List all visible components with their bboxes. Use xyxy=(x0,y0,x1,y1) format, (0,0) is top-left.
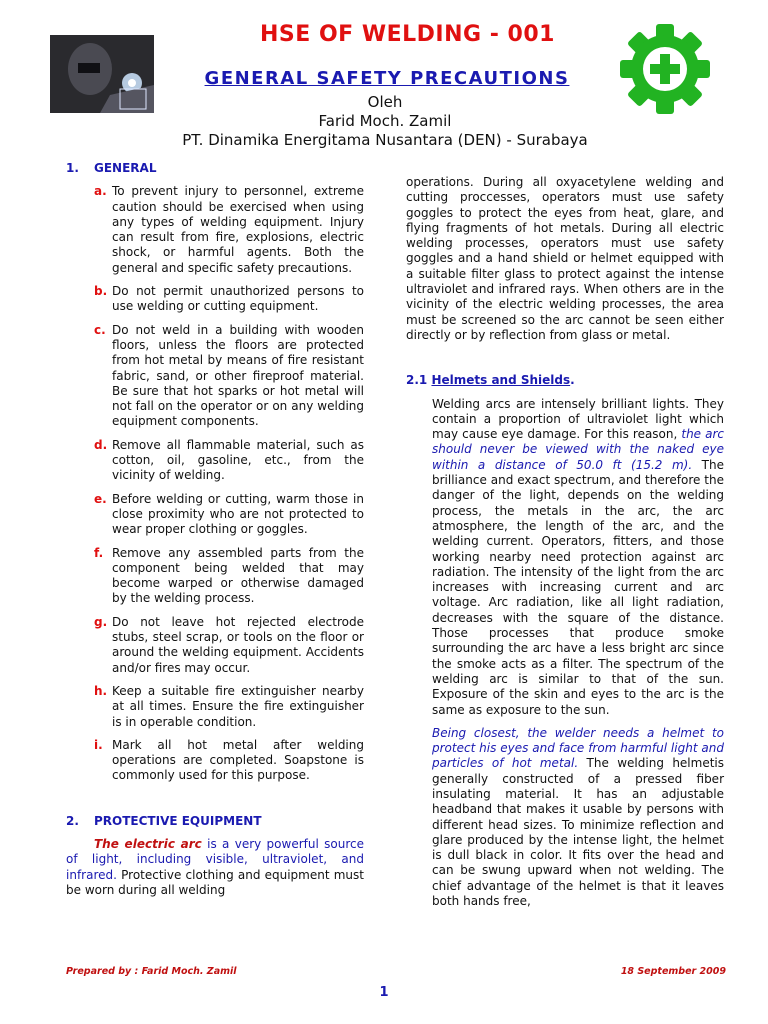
author-block xyxy=(100,93,670,150)
item-letter: d. xyxy=(94,437,108,452)
list-item xyxy=(66,284,364,315)
section-2-paragraph xyxy=(66,837,364,898)
section-2-heading xyxy=(66,814,364,829)
list-item xyxy=(66,323,364,430)
list-item xyxy=(66,438,364,484)
item-letter: c. xyxy=(94,322,106,337)
item-text: Remove all flammable material, such as cotton, oil, gasoline, etc., from the vicinity of welding. xyxy=(112,437,364,483)
subsection-title: Helmets and Shields xyxy=(431,373,571,388)
subsection-2-1-heading xyxy=(406,373,724,388)
item-text: Mark all hot metal after welding operations are completed. Soapstone is commonly used for this purpose. xyxy=(112,737,364,783)
document-subtitle: GENERAL SAFETY PRECAUTIONS xyxy=(204,68,570,89)
light-sources-phrase: is a very powerful source of light, including visible, ultraviolet, and infrared. xyxy=(66,836,364,882)
helmet-paragraph xyxy=(432,726,724,910)
document-title: HSE OF WELDING - 001 xyxy=(260,22,555,47)
section-2-number: 2. xyxy=(66,813,79,828)
company-name: PT. Dinamika Energitama Nusantara (DEN) - Surabaya xyxy=(182,131,588,149)
subsection-period: . xyxy=(570,373,575,388)
section-1-heading xyxy=(66,161,364,176)
item-text: Do not weld in a building with wooden floors, unless the floors are protected from hot metal by means of fire resistant fabric, sand, or other fireproof material. Be sure that hot sparks or hot metal will not fall on the operator or on any welding equipment components. xyxy=(112,322,364,429)
subsection-number: 2.1 xyxy=(406,373,428,388)
left-column xyxy=(66,161,364,898)
arc-light-text-a: Welding arcs are intensely brilliant lights. They contain a proportion of ultraviolet light which may cause eye damage. For this reason, xyxy=(432,396,724,442)
item-text: Do not leave hot rejected electrode stubs, steel scrap, or tools on the floor or around the welding equipment. Accidents and/or fires may occur. xyxy=(112,614,364,675)
list-item xyxy=(66,615,364,676)
naked-eye-warning: the arc should never be viewed with the naked eye within a distance of 50.0 ft (15.2 m). xyxy=(432,427,724,472)
item-text: Do not permit unauthorized persons to use welding or cutting equipment. xyxy=(112,284,364,314)
item-letter: i. xyxy=(94,737,103,752)
item-letter: f. xyxy=(94,545,104,560)
helmet-warning: Being closest, the welder needs a helmet to protect his eyes and face from harmful light and particles of hot metal. xyxy=(432,725,724,771)
protective-clothing-text: Protective clothing and equipment must be worn during all welding xyxy=(66,867,364,897)
continued-paragraph: operations. During all oxyacetylene welding and cutting proccesses, operators must use safety goggles to protect the eyes from heat, glare, and flying fragments of hot metals. During all electric welding processes, operators must use safety goggles and a hand shield or helmet equipped with a suitable filter glass to protect against the intense ultraviolet and infrared rays. When others are in the vicinity of the electric welding processes, the area must be screened so the arc cannot be seen either directly or by reflection from glass or metal. xyxy=(406,175,724,342)
item-text: Before welding or cutting, warm those in close proximity who are not protected to wear proper clothing or goggles. xyxy=(112,491,364,537)
electric-arc-phrase: The electric arc xyxy=(94,836,202,851)
section-1-title: GENERAL xyxy=(94,161,157,175)
item-text: To prevent injury to personnel, extreme caution should be exercised when using any types of welding equipment. Injury can result from fire, explosions, electric shock, or harmful agents. Both the general and specific safety precautions. xyxy=(112,184,364,275)
item-text: Keep a suitable fire extinguisher nearby at all times. Ensure the fire extinguisher is in operable condition. xyxy=(112,683,364,729)
right-column xyxy=(406,175,724,909)
section-2-title: PROTECTIVE EQUIPMENT xyxy=(94,813,262,828)
item-letter: g. xyxy=(94,614,108,629)
arc-light-text-b: The brilliance and exact spectrum, and therefore the danger of the light, depends on the welding process, the metals in the arc, the arc atmosphere, the length of the arc, and the welding current. Operators, fitters, and those working nearby need protection against arc radiation. The intensity of the light from the arc increases with increasing current and arc voltage. Arc radiation, like all light radiation, decreases with the square of the distance. Those processes that produce smoke surrounding the arc have a less bright arc since the smoke acts as a filter. The spectrum of the welding arc is similar to that of the sun. Exposure of the skin and eyes to the arc is the same as exposure to the sun. xyxy=(432,457,724,717)
item-text: Remove any assembled parts from the component being welded that may become warped or otherwise damaged by the welding process. xyxy=(112,545,364,606)
list-item xyxy=(66,492,364,538)
item-letter: h. xyxy=(94,683,108,698)
helmet-text: The welding helmetis generally constructed of a pressed fiber insulating material. It has an adjustable headband that makes it usable by persons with different head sizes. To minimize reflection and glare produced by the intense light, the helmet is dull black in color. It fits over the head and can be swung upward when not welding. The chief advantage of the helmet is that it leaves both hands free, xyxy=(432,756,725,909)
item-letter: b. xyxy=(94,284,108,299)
list-item xyxy=(66,546,364,607)
list-item xyxy=(66,184,364,276)
prepared-by: Prepared by : Farid Moch. Zamil xyxy=(66,966,237,977)
item-letter: e. xyxy=(94,491,107,506)
list-item xyxy=(66,738,364,784)
item-letter: a. xyxy=(94,184,107,199)
author-name: Farid Moch. Zamil xyxy=(318,112,452,130)
footer-date: 18 September 2009 xyxy=(620,966,726,977)
arc-light-paragraph xyxy=(432,397,724,718)
section-1-number: 1. xyxy=(66,161,79,175)
oleh-label: Oleh xyxy=(367,93,403,111)
page-number: 1 xyxy=(379,985,389,1000)
safety-cross-logo xyxy=(618,22,712,116)
list-item xyxy=(66,684,364,730)
